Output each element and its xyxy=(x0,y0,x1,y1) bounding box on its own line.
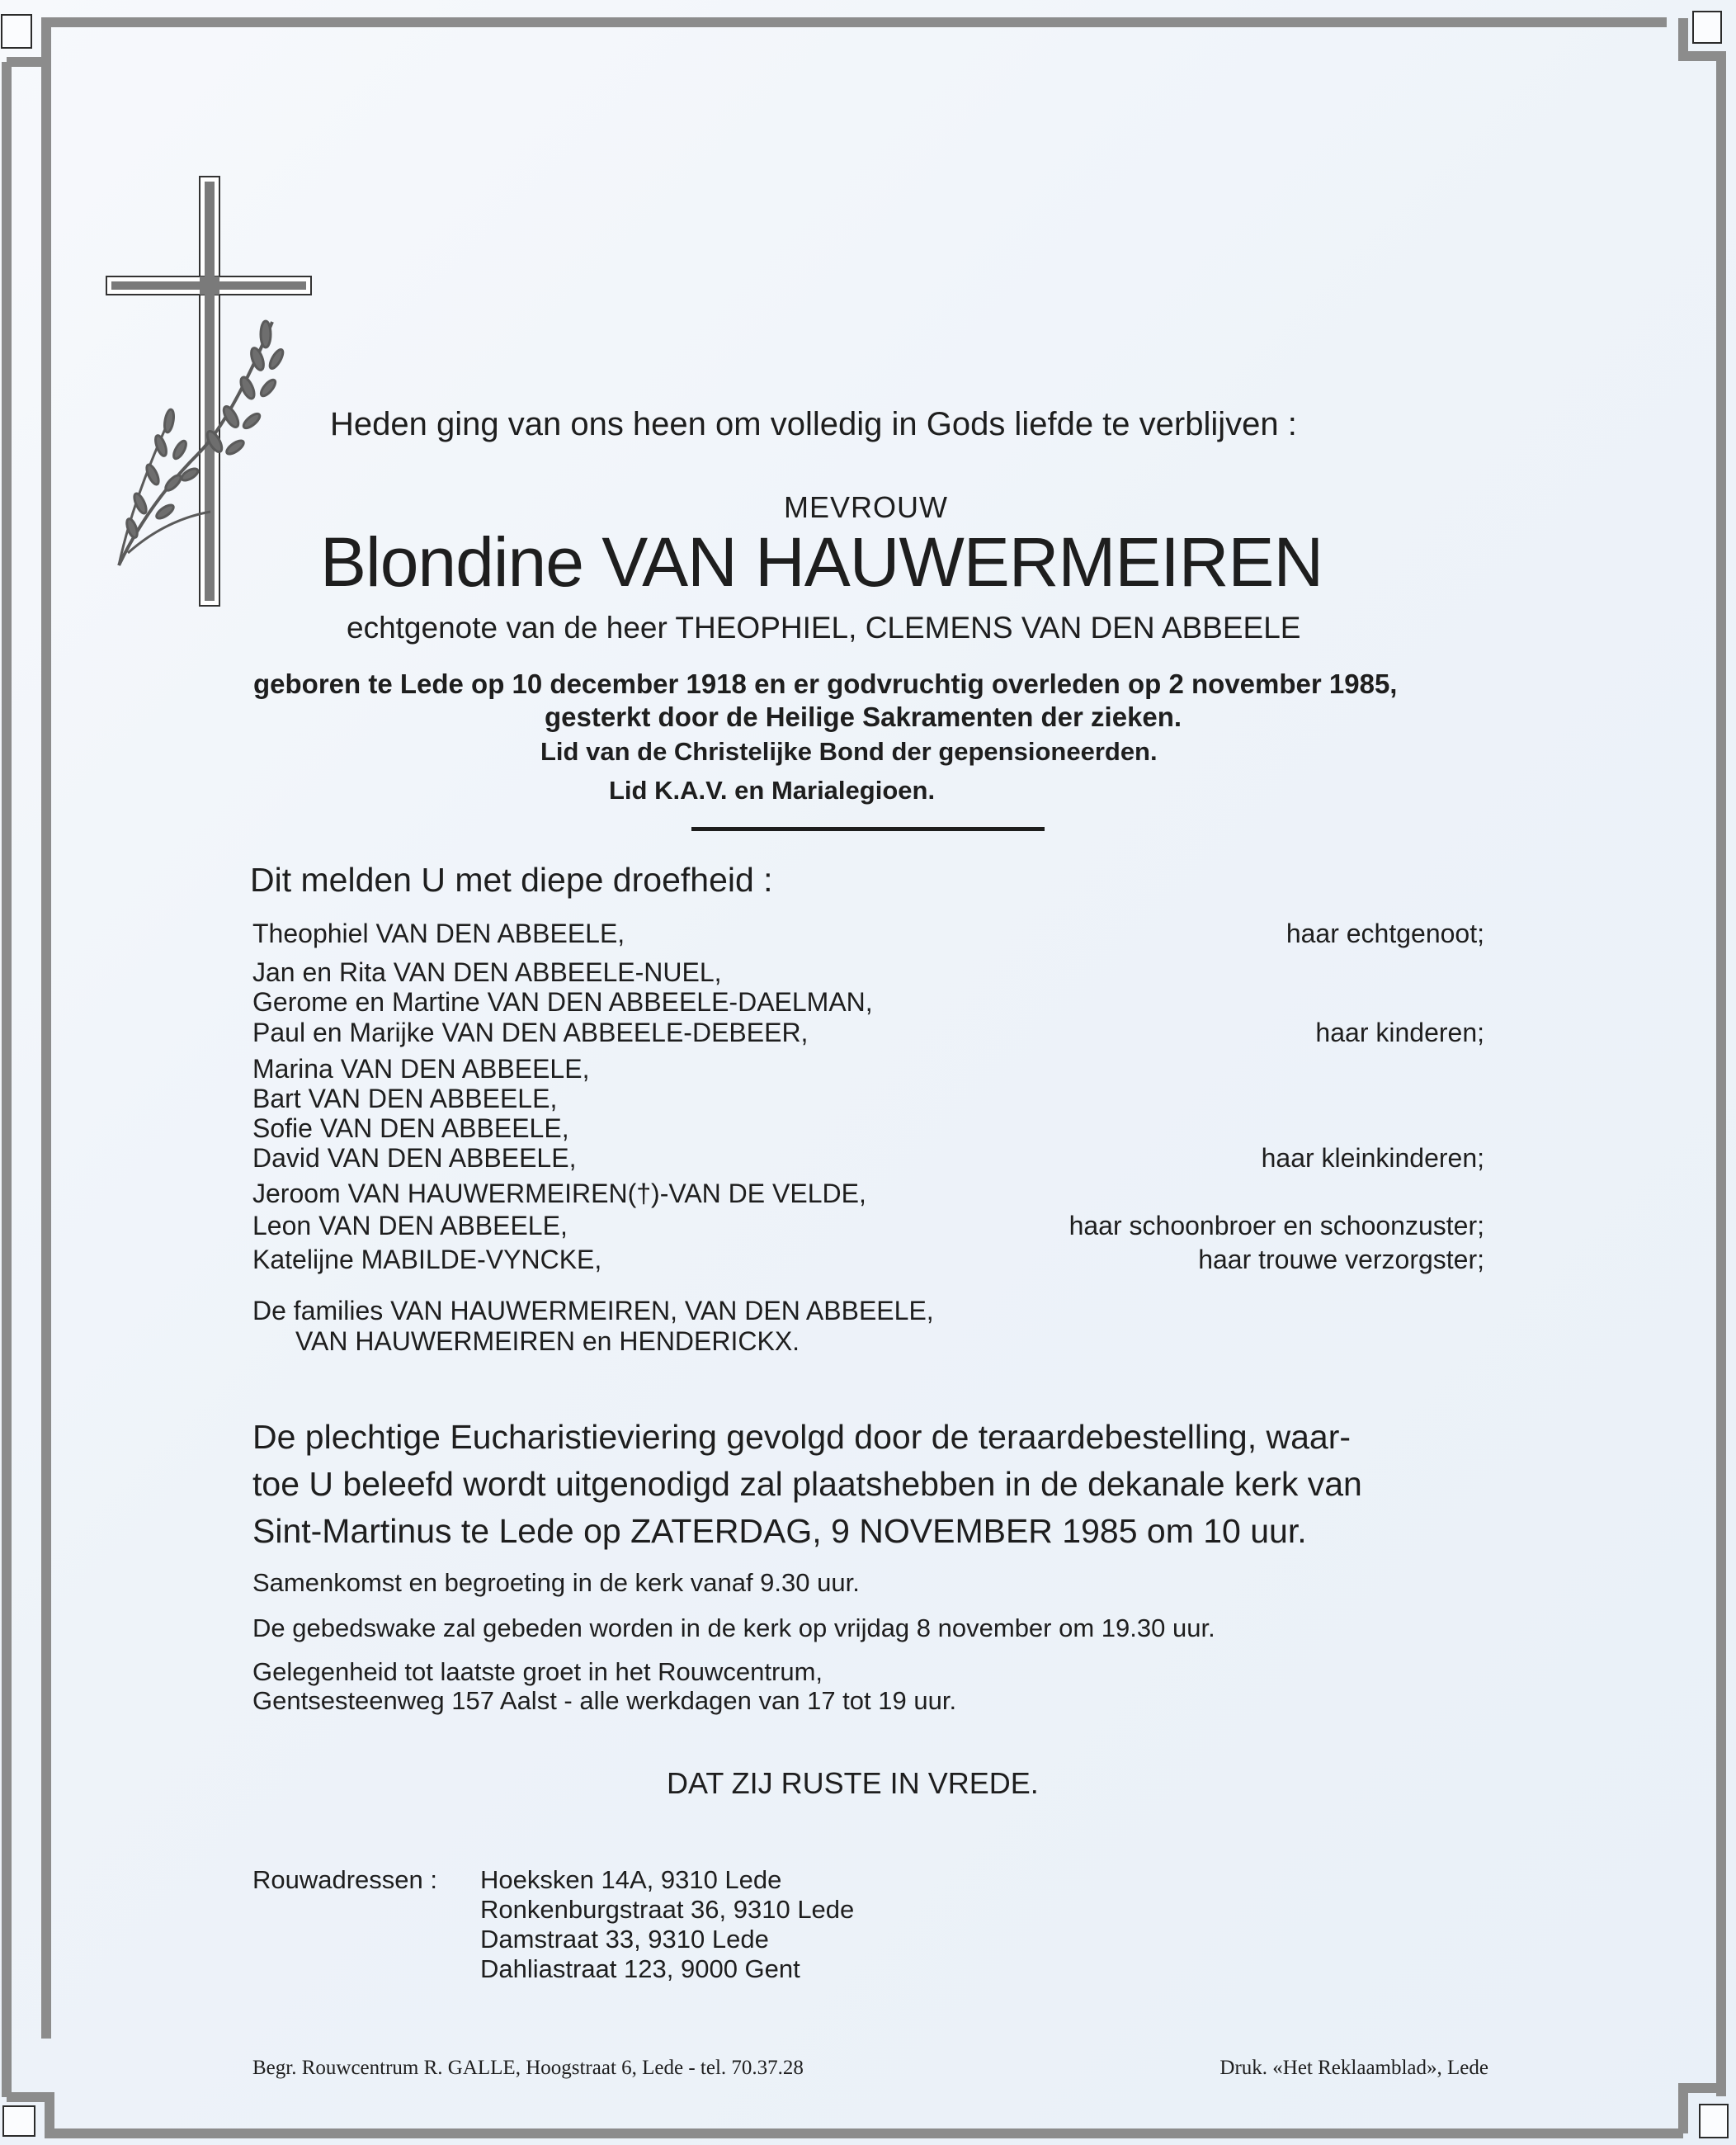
mourner-name: Jan en Rita VAN DEN ABBEELE-NUEL, xyxy=(252,957,722,987)
mourner-name: Bart VAN DEN ABBEELE, xyxy=(252,1084,558,1113)
address-item: Hoeksken 14A, 9310 Lede xyxy=(480,1865,782,1894)
mourner-role: haar kinderen; xyxy=(1315,1018,1484,1047)
mourner-name: Marina VAN DEN ABBEELE, xyxy=(252,1054,590,1084)
sacraments-line: gesterkt door de Heilige Sakramenten der zieken. xyxy=(545,702,1182,732)
membership-line-1: Lid van de Christelijke Bond der gepensioneerden. xyxy=(540,737,1158,766)
ceremony-line-2: toe U beleefd wordt uitgenodigd zal plaatshebben in de dekanale kerk van xyxy=(252,1465,1362,1503)
birth-death-line: geboren te Lede op 10 december 1918 en er godvruchtig overleden op 2 november 1985, xyxy=(253,669,1398,699)
address-item: Dahliastraat 123, 9000 Gent xyxy=(480,1954,800,1983)
families-line-2: VAN HAUWERMEIREN en HENDERICKX. xyxy=(295,1326,800,1356)
mourner-name: Katelijne MABILDE-VYNCKE, xyxy=(252,1245,602,1274)
farewell-info-1: Gelegenheid tot laatste groet in het Rouwcentrum, xyxy=(252,1657,823,1686)
mourner-name: David VAN DEN ABBEELE, xyxy=(252,1143,577,1173)
gathering-info: Samenkomst en begroeting in de kerk vanaf 9.30 uur. xyxy=(252,1568,860,1597)
ceremony-line-1: De plechtige Eucharistieviering gevolgd door de teraardebestelling, waar- xyxy=(252,1418,1351,1456)
undertaker-credit: Begr. Rouwcentrum R. GALLE, Hoogstraat 6, Lede - tel. 70.37.28 xyxy=(252,2057,804,2079)
mourner-name: Gerome en Martine VAN DEN ABBEELE-DAELMAN, xyxy=(252,987,873,1017)
mourner-role: haar kleinkinderen; xyxy=(1261,1143,1484,1173)
addresses-label: Rouwadressen : xyxy=(252,1865,438,1894)
title-prefix: MEVROUW xyxy=(784,490,948,524)
mourner-role: haar echtgenoot; xyxy=(1285,919,1484,948)
deceased-name: Blondine VAN HAUWERMEIREN xyxy=(320,523,1323,601)
closing-text: DAT ZIJ RUSTE IN VREDE. xyxy=(667,1766,1039,1800)
spouse-line: echtgenote van de heer THEOPHIEL, CLEMENS VAN DEN ABBEELE xyxy=(347,611,1301,645)
intro-text: Heden ging van ons heen om volledig in Gods liefde te verblijven : xyxy=(330,406,1297,442)
address-item: Damstraat 33, 9310 Lede xyxy=(480,1925,769,1954)
mourner-name: Theophiel VAN DEN ABBEELE, xyxy=(252,919,625,948)
mourner-name: Jeroom VAN HAUWERMEIREN(†)-VAN DE VELDE, xyxy=(252,1179,866,1208)
cross-with-palm-branch-icon xyxy=(83,157,330,619)
mourner-name: Leon VAN DEN ABBEELE, xyxy=(252,1211,568,1240)
mourner-role: haar trouwe verzorgster; xyxy=(1198,1245,1484,1274)
membership-line-2: Lid K.A.V. en Marialegioen. xyxy=(609,776,936,805)
address-item: Ronkenburgstraat 36, 9310 Lede xyxy=(480,1895,855,1924)
mourner-role: haar schoonbroer en schoonzuster; xyxy=(1068,1211,1484,1240)
mourners-heading: Dit melden U met diepe droefheid : xyxy=(250,861,773,899)
mourner-name: Paul en Marijke VAN DEN ABBEELE-DEBEER, xyxy=(252,1018,809,1047)
vigil-info: De gebedswake zal gebeden worden in de kerk op vrijdag 8 november om 19.30 uur. xyxy=(252,1613,1215,1642)
printer-credit: Druk. «Het Reklaamblad», Lede xyxy=(1219,2057,1488,2079)
families-line-1: De families VAN HAUWERMEIREN, VAN DEN ABBEELE, xyxy=(252,1296,934,1325)
farewell-info-2: Gentsesteenweg 157 Aalst - alle werkdagen van 17 tot 19 uur. xyxy=(252,1686,957,1715)
section-divider xyxy=(691,827,1045,831)
mourner-name: Sofie VAN DEN ABBEELE, xyxy=(252,1113,569,1143)
ceremony-line-3: Sint-Martinus te Lede op ZATERDAG, 9 NOVEMBER 1985 om 10 uur. xyxy=(252,1512,1307,1550)
